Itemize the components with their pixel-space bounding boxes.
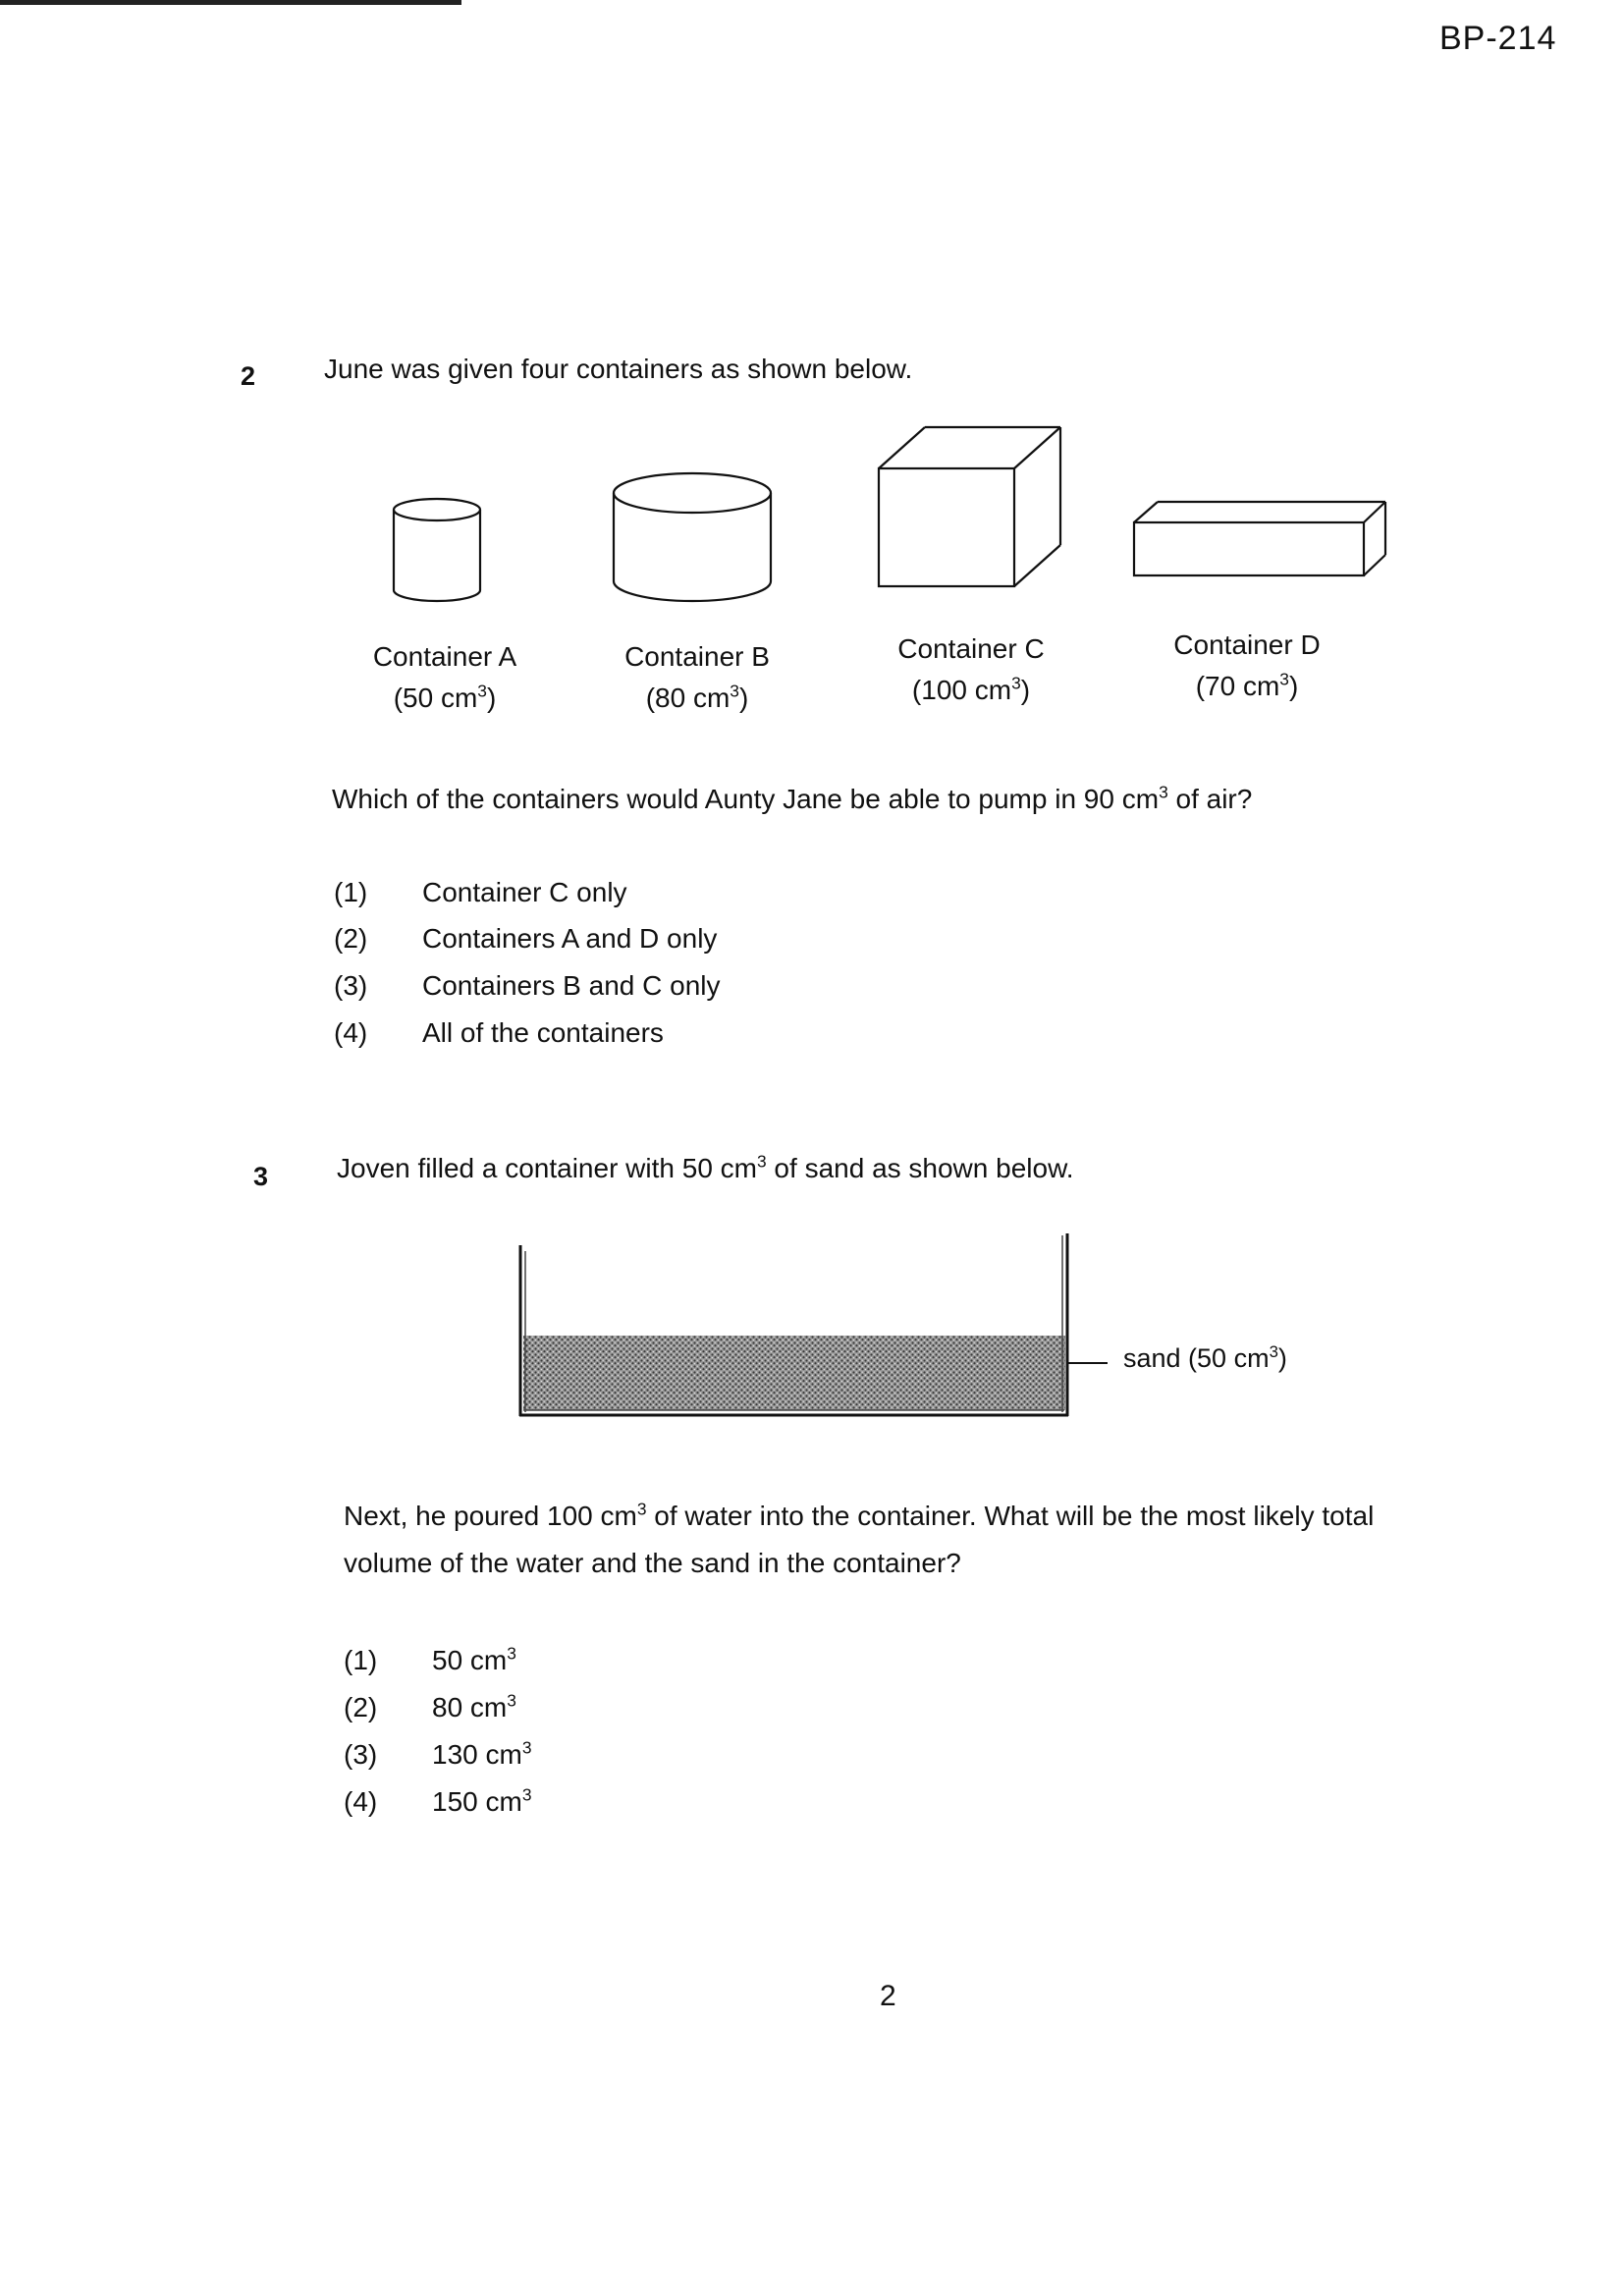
option-number: (1) [344,1645,378,1675]
sand-label: sand (50 $cm^3$) [1123,1342,1287,1373]
question-2-option-4[interactable] [334,1017,825,1057]
sand-fill [523,1336,1065,1410]
option-number: (1) [334,877,368,907]
page-number: 2 [880,1980,896,2012]
question-3-option-1[interactable] [344,1645,736,1684]
option-number: (3) [344,1739,378,1770]
container-b-icon [611,469,774,605]
question-3-prompt [344,1493,1374,1587]
option-number: (4) [344,1786,378,1817]
container-a-label [327,636,563,719]
question-2-option-3[interactable] [334,970,825,1010]
option-text: 150 $cm^3$ [432,1784,532,1817]
question-2-option-1[interactable] [334,877,825,916]
option-number: (2) [344,1692,378,1722]
question-2-stem: June was given four containers as shown below. [324,354,913,384]
container-c-volume: (100 $cm^3$) [911,673,1031,705]
option-text: All of the containers [422,1017,664,1048]
container-a-icon [391,496,483,606]
question-3-option-4[interactable] [344,1786,736,1826]
top-edge-line [0,0,461,5]
option-number: (2) [334,923,368,954]
container-b-volume: (80 $cm^3$) [645,681,749,713]
question-3-option-3[interactable] [344,1739,736,1778]
question-3-prompt-line-2: volume of the water and the sand in the container? [344,1548,961,1578]
container-d-name: Container D [1173,629,1321,660]
container-c-icon [876,424,1066,591]
option-number: (4) [334,1017,368,1048]
question-3-number: 3 [253,1162,269,1191]
question-3-stem: Joven filled a container with 50 $cm^3$ of sand as shown below. [337,1151,1074,1183]
container-c-name: Container C [897,633,1045,664]
option-text: 80 $cm^3$ [432,1690,516,1722]
container-b-name: Container B [624,641,770,672]
option-text: 50 $cm^3$ [432,1643,516,1675]
question-2-prompt: Which of the containers would Aunty Jane be able to pump in 90 $cm^3$ of air? [332,782,1253,814]
question-3-prompt-line-1: Next, he poured 100 $cm^3$ of water into the container. What will be the most likely total [344,1499,1375,1531]
container-a-name: Container A [372,641,517,672]
container-d-label [1129,625,1365,707]
container-c-label [853,629,1089,711]
paper-code: BP-214 [1439,20,1557,57]
question-2-option-2[interactable] [334,923,825,962]
option-number: (3) [334,970,368,1001]
container-d-icon [1131,499,1388,579]
option-text: Containers B and C only [422,970,721,1001]
container-b-label [579,636,815,719]
question-3-option-2[interactable] [344,1692,736,1731]
sand-container-diagram [511,1230,1119,1426]
container-a-volume: (50 $cm^3$) [393,681,497,713]
option-text: 130 $cm^3$ [432,1737,532,1770]
option-text: Containers A and D only [422,923,718,954]
question-2-number: 2 [241,361,256,391]
option-text: Container C only [422,877,627,907]
container-d-volume: (70 $cm^3$) [1195,669,1299,701]
